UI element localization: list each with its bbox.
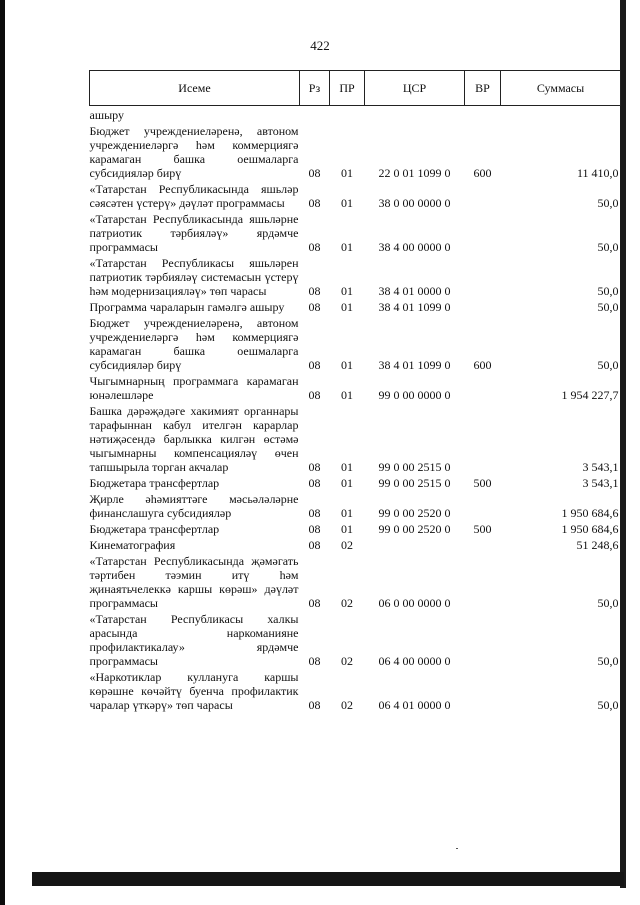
cell-pr: 01 bbox=[341, 522, 353, 536]
cell-vr bbox=[465, 536, 501, 552]
scan-edge-left bbox=[0, 0, 5, 905]
cell-rz: 08 bbox=[308, 476, 321, 490]
cell-vr bbox=[465, 552, 501, 610]
cell-rz: 08 bbox=[308, 166, 321, 180]
cell-name: Башка дәрәҗәдәге хакимият органнары тарафыннан кабул ителгән карарлар нәтиҗәсендә барлыкка килгән өстәмә чыгымнарны компенсацияләү өчен тапшырыла торган акчалар bbox=[89, 404, 299, 474]
header-pr: ПР bbox=[330, 71, 365, 106]
cell-pr: 01 bbox=[341, 358, 353, 372]
cell-pr: 02 bbox=[341, 654, 353, 668]
cell-vr bbox=[465, 402, 501, 474]
cell-vr bbox=[465, 210, 501, 254]
cell-pr: 01 bbox=[341, 460, 353, 474]
cell-sum: 1 954 227,7 bbox=[561, 388, 619, 402]
cell-sum: 50,0 bbox=[597, 358, 619, 372]
cell-rz bbox=[300, 106, 330, 123]
cell-pr: 01 bbox=[341, 388, 353, 402]
cell-rz: 08 bbox=[308, 284, 321, 298]
header-vr: ВР bbox=[465, 71, 501, 106]
cell-name: Җирле әһәмияттәге мәсьәләләрне финанслашуга субсидияләр bbox=[89, 492, 299, 520]
table-row bbox=[90, 180, 621, 210]
table-row bbox=[90, 474, 621, 490]
cell-csr: 99 0 00 2520 0 bbox=[378, 522, 451, 536]
cell-vr bbox=[465, 254, 501, 298]
cell-vr bbox=[465, 106, 501, 123]
table-row bbox=[90, 552, 621, 610]
cell-csr: 38 0 00 0000 0 bbox=[378, 196, 451, 210]
table-row bbox=[90, 372, 621, 402]
cell-sum: 3 543,1 bbox=[582, 476, 619, 490]
cell-pr: 01 bbox=[341, 506, 353, 520]
cell-rz: 08 bbox=[308, 358, 321, 372]
cell-vr bbox=[465, 668, 501, 712]
table-row bbox=[90, 610, 621, 668]
cell-sum: 50,0 bbox=[597, 698, 619, 712]
cell-name: Бюджет учреждениеләренә, автоном учреждениеләргә һәм коммерциягә карамаган башка оешмаларга субсидияләр бирү bbox=[89, 316, 299, 372]
cell-sum: 50,0 bbox=[597, 596, 619, 610]
cell-pr: 01 bbox=[341, 476, 353, 490]
cell-pr bbox=[330, 106, 365, 123]
header-csr: ЦСР bbox=[365, 71, 465, 106]
cell-vr bbox=[465, 372, 501, 402]
cell-csr: 22 0 01 1099 0 bbox=[378, 166, 451, 180]
cell-pr: 01 bbox=[341, 240, 353, 254]
cell-name: «Татарстан Республикасында яшьләрне патриотик тәрбияләү» ярдәмче программасы bbox=[89, 212, 299, 254]
cell-sum: 51 248,6 bbox=[576, 538, 619, 552]
cell-csr: 06 4 01 0000 0 bbox=[378, 698, 451, 712]
budget-table bbox=[89, 70, 621, 712]
cell-name: Чыгымнарның программага карамаган юнәлешләре bbox=[89, 374, 299, 402]
table-header-row bbox=[90, 71, 621, 106]
cell-sum bbox=[501, 106, 621, 123]
cell-rz: 08 bbox=[308, 506, 321, 520]
table-row bbox=[90, 122, 621, 180]
scan-speck bbox=[456, 848, 458, 849]
table-row bbox=[90, 536, 621, 552]
cell-sum: 50,0 bbox=[597, 300, 619, 314]
cell-rz: 08 bbox=[308, 240, 321, 254]
cell-name: «Наркотиклар куллануга каршы көрәшне көчәйтү буенча профилактик чаралар үткәрү» төп чарасы bbox=[89, 670, 299, 712]
cell-pr: 02 bbox=[341, 538, 353, 552]
cell-rz: 08 bbox=[308, 522, 321, 536]
cell-pr: 01 bbox=[341, 196, 353, 210]
cell-csr: 06 0 00 0000 0 bbox=[378, 596, 451, 610]
cell-pr: 01 bbox=[341, 300, 353, 314]
scan-edge-bottom bbox=[32, 872, 624, 886]
cell-sum: 50,0 bbox=[597, 284, 619, 298]
cell-pr: 02 bbox=[341, 596, 353, 610]
cell-name: «Татарстан Республикасында җәмәгать тәртибен тәэмин итү һәм җинаятьчелеккә каршы көрәш» дәүләт программасы bbox=[89, 554, 299, 610]
table-body bbox=[90, 106, 621, 713]
cell-name: Бюджетара трансфертлар bbox=[89, 476, 220, 490]
table-row bbox=[90, 298, 621, 314]
cell-rz: 08 bbox=[308, 300, 321, 314]
table-row bbox=[90, 402, 621, 474]
cell-rz: 08 bbox=[308, 196, 321, 210]
cell-sum: 50,0 bbox=[597, 240, 619, 254]
cell-csr: 38 4 00 0000 0 bbox=[378, 240, 451, 254]
cell-csr: 99 0 00 0000 0 bbox=[378, 388, 451, 402]
cell-vr bbox=[465, 490, 501, 520]
cell-pr: 01 bbox=[341, 284, 353, 298]
cell-sum: 1 950 684,6 bbox=[561, 522, 619, 536]
table-row bbox=[90, 668, 621, 712]
cell-name: Программа чараларын гамәлгә ашыру bbox=[89, 300, 285, 314]
table-row bbox=[90, 314, 621, 372]
cell-rz: 08 bbox=[308, 388, 321, 402]
cell-vr: 500 bbox=[473, 476, 492, 490]
cell-name: «Татарстан Республикасы яшьләрен патриотик тәрбияләү системасын үстерү һәм модернизацияләү» төп чарасы bbox=[89, 256, 299, 298]
table-row bbox=[90, 106, 621, 123]
cell-csr: 38 4 01 1099 0 bbox=[378, 358, 451, 372]
cell-sum: 1 950 684,6 bbox=[561, 506, 619, 520]
cell-csr bbox=[365, 106, 465, 123]
cell-vr: 500 bbox=[473, 522, 492, 536]
table-row bbox=[90, 210, 621, 254]
cell-pr: 02 bbox=[341, 698, 353, 712]
cell-sum: 3 543,1 bbox=[582, 460, 619, 474]
header-rz: Рз bbox=[300, 71, 330, 106]
cell-name: «Татарстан Республикасында яшьләр сәясәтен үстерү» дәүләт программасы bbox=[89, 182, 299, 210]
table-row bbox=[90, 490, 621, 520]
cell-rz: 08 bbox=[308, 698, 321, 712]
cell-name: Бюджетара трансфертлар bbox=[89, 522, 220, 536]
header-name: Исеме bbox=[90, 71, 300, 106]
cell-vr: 600 bbox=[473, 358, 492, 372]
cell-pr: 01 bbox=[341, 166, 353, 180]
cell-name: Бюджет учреждениеләренә, автоном учреждениеләргә һәм коммерциягә карамаган башка оешмаларга субсидияләр бирү bbox=[89, 124, 299, 180]
cell-vr: 600 bbox=[473, 166, 492, 180]
cell-csr: 38 4 01 1099 0 bbox=[378, 300, 451, 314]
cell-rz: 08 bbox=[308, 538, 321, 552]
cell-name: ашыру bbox=[89, 108, 124, 122]
cell-sum: 50,0 bbox=[597, 654, 619, 668]
cell-csr: 99 0 00 2515 0 bbox=[378, 460, 451, 474]
cell-csr: 38 4 01 0000 0 bbox=[378, 284, 451, 298]
cell-csr: 99 0 00 2520 0 bbox=[378, 506, 451, 520]
cell-sum: 11 410,0 bbox=[576, 166, 619, 180]
table-row bbox=[90, 520, 621, 536]
page-number: 422 bbox=[310, 38, 330, 53]
cell-name: Кинематография bbox=[89, 538, 176, 552]
cell-sum: 50,0 bbox=[597, 196, 619, 210]
cell-vr bbox=[465, 180, 501, 210]
table-row bbox=[90, 254, 621, 298]
cell-csr bbox=[365, 536, 465, 552]
cell-vr bbox=[465, 298, 501, 314]
header-sum: Суммасы bbox=[501, 71, 621, 106]
cell-rz: 08 bbox=[308, 596, 321, 610]
cell-vr bbox=[465, 610, 501, 668]
cell-name: «Татарстан Республикасы халкы арасында наркоманияне профилактикалау» ярдәмче программасы bbox=[89, 612, 299, 668]
cell-rz: 08 bbox=[308, 460, 321, 474]
cell-rz: 08 bbox=[308, 654, 321, 668]
budget-table-container bbox=[89, 70, 620, 712]
cell-csr: 06 4 00 0000 0 bbox=[378, 654, 451, 668]
cell-csr: 99 0 00 2515 0 bbox=[378, 476, 451, 490]
